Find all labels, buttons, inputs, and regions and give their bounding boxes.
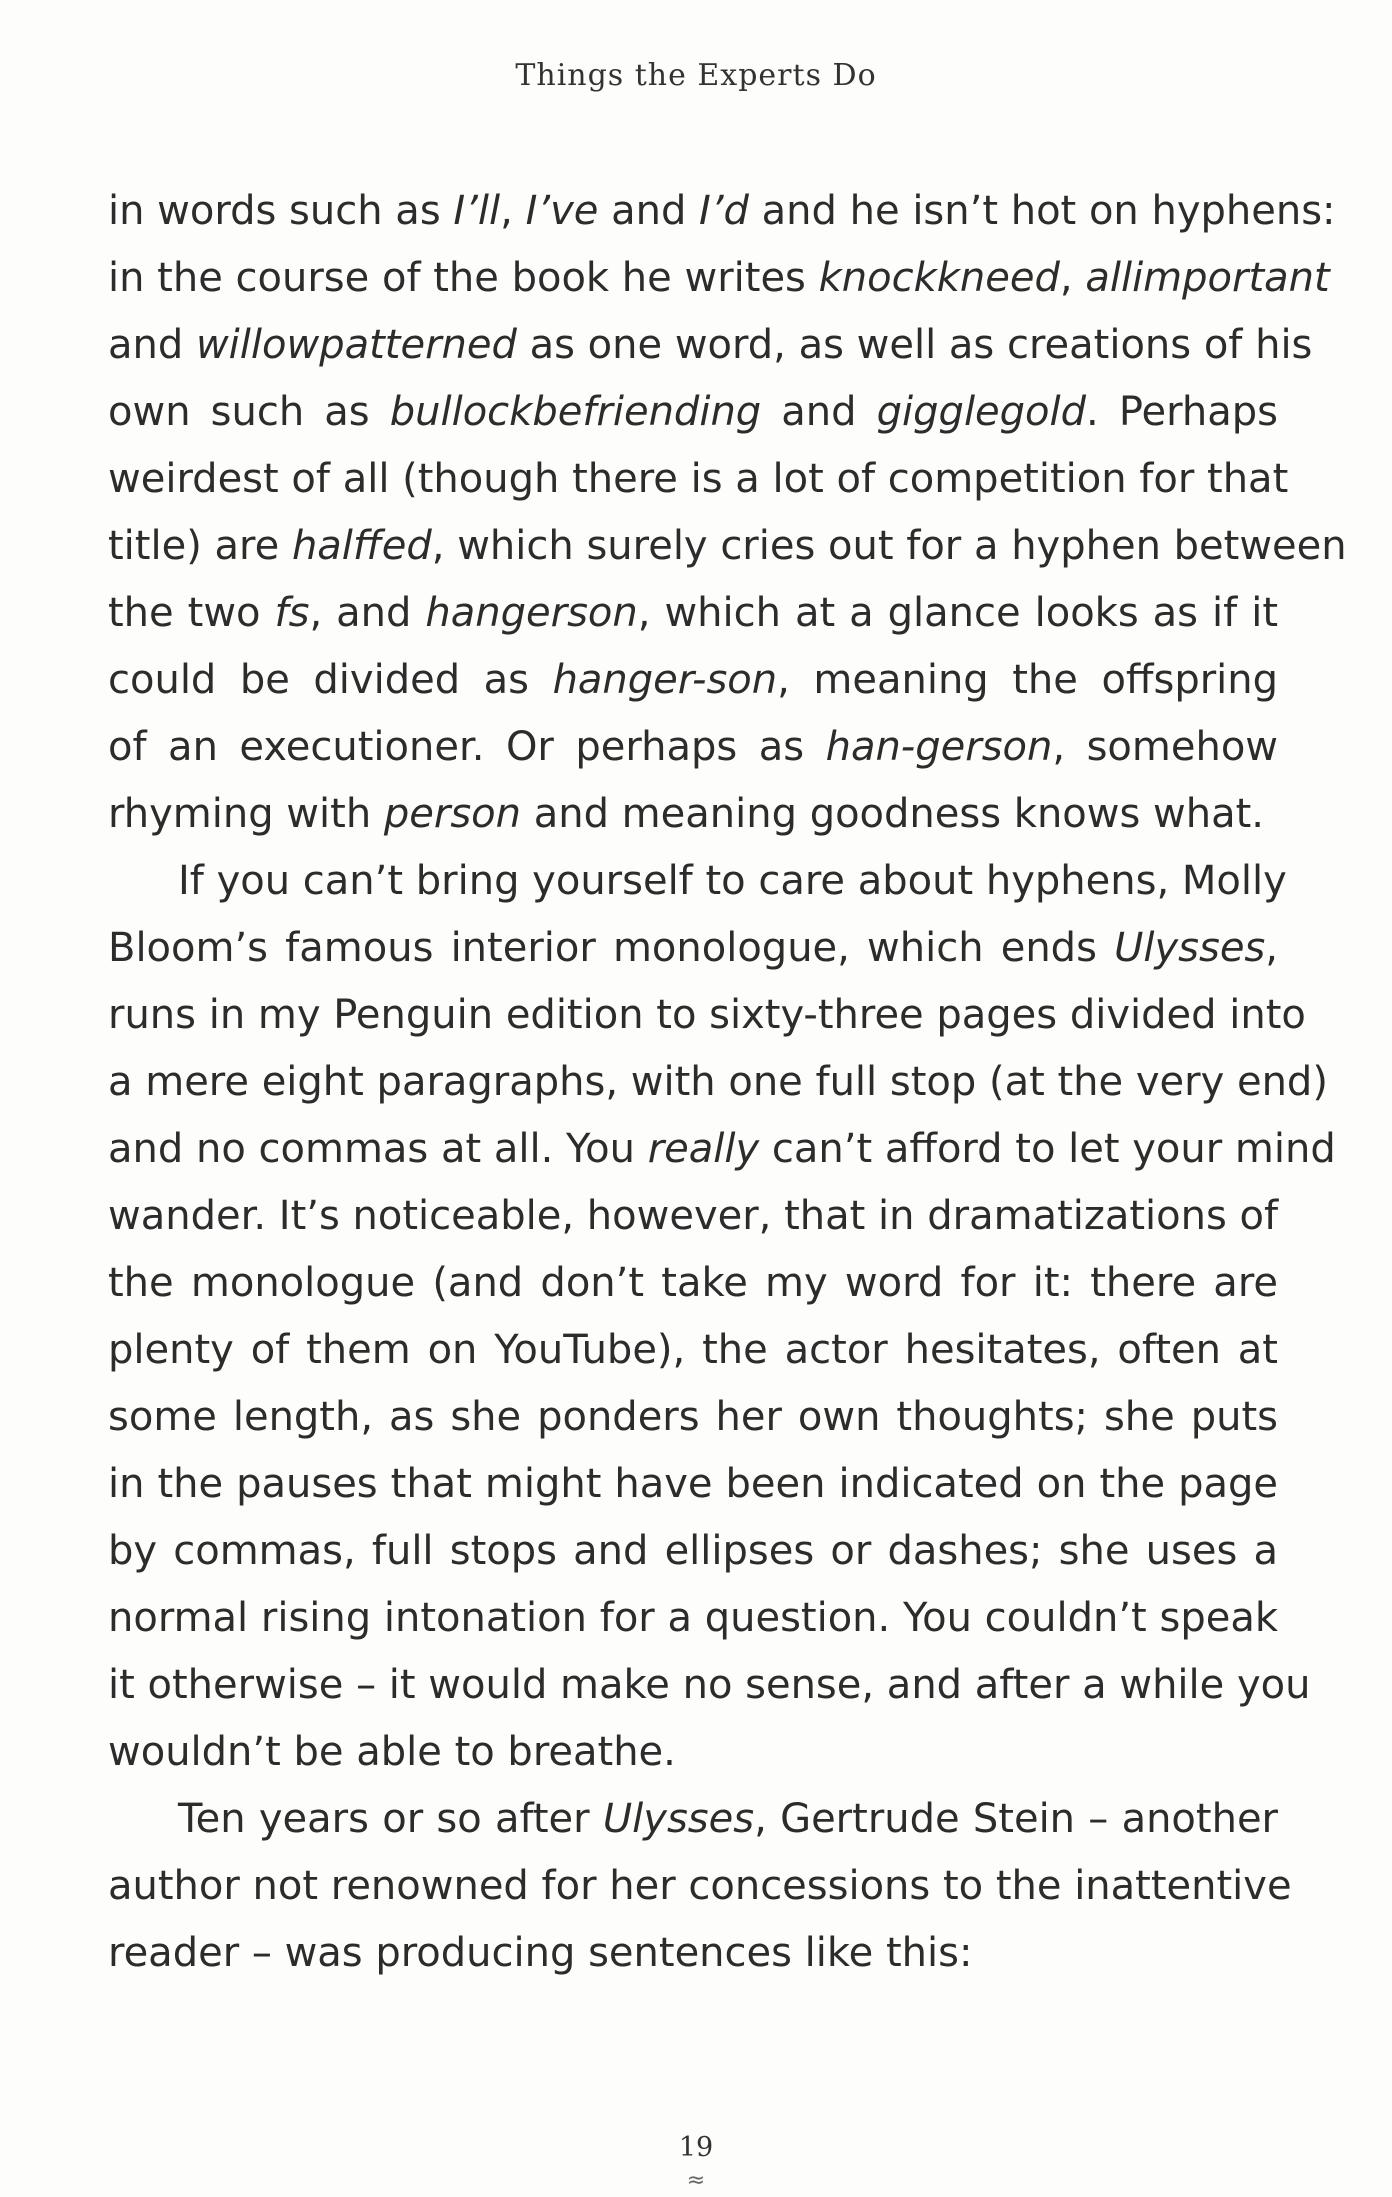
italic-term: hangerson (425, 590, 638, 636)
italic-term: allimportant (1085, 255, 1330, 301)
text-line: the two fs, and hangerson, which at a glance looks as if it (108, 590, 1279, 636)
italic-term: person (383, 791, 521, 837)
text-line: could be divided as hanger-son, meaning the offspring (108, 657, 1279, 703)
running-head: Things the Experts Do (515, 58, 877, 93)
italic-term: fs (274, 590, 310, 636)
italic-term: willowpatterned (195, 322, 517, 368)
text-line: runs in my Penguin edition to sixty-three pages divided into (108, 992, 1306, 1038)
italic-term: Ulysses (1114, 925, 1266, 971)
text-line: in the pauses that might have been indicated on the page (108, 1461, 1278, 1507)
page-number: 19 (678, 2132, 714, 2163)
italic-term: gigglegold (876, 389, 1087, 435)
italic-term: han-gerson (825, 724, 1053, 770)
text-line: author not renowned for her concessions to the inattentive (108, 1863, 1292, 1909)
text-line: the monologue (and don’t take my word for it: there are (108, 1260, 1278, 1306)
text-line: it otherwise – it would make no sense, and after a while you (108, 1662, 1311, 1708)
italic-term: really (647, 1126, 760, 1172)
italic-term: Ulysses (602, 1796, 755, 1842)
text-line: some length, as she ponders her own thoughts; she puts (108, 1394, 1278, 1440)
italic-term: bullockbefriending (389, 389, 762, 435)
italic-term: I’ll (453, 188, 501, 234)
italic-term: I’ve (525, 188, 599, 234)
paragraph (108, 1786, 1292, 1987)
text-line: reader – was producing sentences like this: (108, 1930, 973, 1976)
folio-ornament: ≈ (686, 2168, 706, 2193)
text-line: in the course of the book he writes knockkneed, allimportant (108, 255, 1330, 301)
text-line: title) are halffed, which surely cries out for a hyphen between (108, 523, 1347, 569)
text-line: Ten years or so after Ulysses, Gertrude Stein – another (178, 1796, 1278, 1842)
text-line: and willowpatterned as one word, as well as creations of his (108, 322, 1313, 368)
text-line: plenty of them on YouTube), the actor hesitates, often at (108, 1327, 1278, 1373)
text-line: weirdest of all (though there is a lot of competition for that (108, 456, 1289, 502)
italic-term: hanger-son (552, 657, 778, 703)
italic-term: halffed (291, 523, 432, 569)
text-line: wouldn’t be able to breathe. (108, 1729, 676, 1775)
text-line: wander. It’s noticeable, however, that in dramatizations of (108, 1193, 1279, 1239)
text-line: in words such as I’ll, I’ve and I’d and he isn’t hot on hyphens: (108, 188, 1336, 234)
text-line: a mere eight paragraphs, with one full stop (at the very end) (108, 1059, 1328, 1105)
text-line: rhyming with person and meaning goodness knows what. (108, 791, 1265, 837)
text-line: and no commas at all. You really can’t afford to let your mind (108, 1126, 1336, 1172)
text-line: of an executioner. Or perhaps as han-gerson, somehow (108, 724, 1279, 770)
text-line: Bloom’s famous interior monologue, which ends Ulysses, (108, 925, 1278, 971)
text-line: by commas, full stops and ellipses or dashes; she uses a (108, 1528, 1278, 1574)
body-text (108, 178, 1347, 1987)
paragraph (108, 848, 1336, 1786)
text-line: If you can’t bring yourself to care about hyphens, Molly (178, 858, 1287, 904)
text-line: normal rising intonation for a question. You couldn’t speak (108, 1595, 1278, 1641)
italic-term: I’d (699, 188, 749, 234)
text-line: own such as bullockbefriending and gigglegold. Perhaps (108, 389, 1278, 435)
paragraph (108, 178, 1347, 848)
italic-term: knockkneed (818, 255, 1060, 301)
